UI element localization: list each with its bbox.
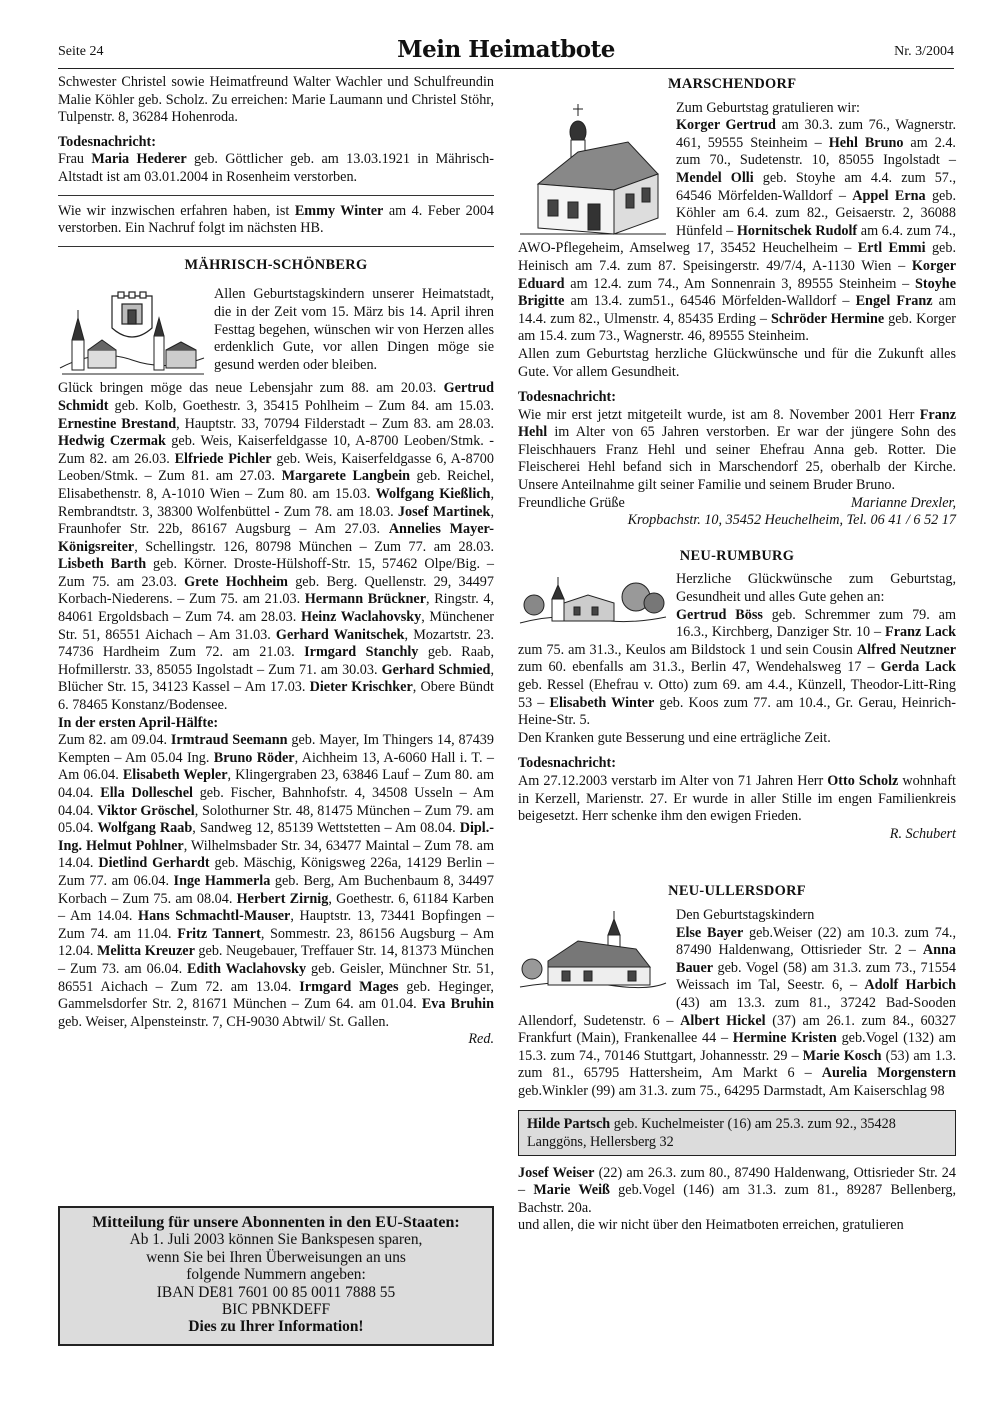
neu-rumburg-closing: Den Kranken gute Besserung und eine erträgliche Zeit. — [518, 729, 831, 746]
notice-closing: Dies zu Ihrer Information! — [188, 1318, 364, 1336]
person-name: Alfred Neutzner — [856, 641, 956, 658]
death-notice-heading: Todesnachricht: — [58, 133, 157, 150]
person-name: Emmy Winter — [294, 202, 384, 219]
text-span: , Obere Bündt 6. 78465 Konstanz/Bodensee. — [58, 679, 494, 714]
text-span: Glück bringen möge das neue Lebensjahr zum 88. am 20.03. — [58, 380, 444, 397]
person-name: Engel Franz — [855, 293, 933, 310]
text-span: , Sommestr. 23, 86156 Augsburg – Am 12.04. — [58, 925, 494, 960]
text-span: geb. Heinisch am 7.4. zum 87. Speisingerstr. 49/7/4, A-1130 Wien – — [518, 240, 956, 274]
text-span: geb. Korger am 15.4. zum 73., Wagnerstr. 46, 89555 Steinheim. — [518, 310, 956, 345]
person-name: Irmtraud Seemann — [170, 732, 288, 749]
person-name: Elfriede Pichler — [174, 450, 272, 467]
text-span: geb. Ressel (Ehefrau v. Otto) zum 69. am 4.4., Künzell, Theodor-Litt-Ring 53 – — [518, 677, 956, 711]
text-span: am 6.4. zum 74., AWO-Pflegeheim, Amselweg 17, 35452 Heuchelheim – — [518, 222, 956, 257]
text-span: Wie wir inzwischen erfahren haben, ist — [58, 202, 295, 219]
neu-rumburg-death-paragraph — [518, 773, 956, 826]
text-span: geb. Neugebauer, Treffauer Str. 14, 81373 München – Zum 73. am 06.04. — [58, 943, 494, 977]
text-span: am 12.4. zum 74., Am Sonnenrain 3, 89555 Steinheim – — [564, 275, 915, 292]
person-name: Anna Bauer — [676, 942, 956, 976]
text-span: (43) am 13.3. zum 81., 37242 Bad-Sooden Allendorf, Sudetenstr. 6 – — [518, 994, 956, 1029]
text-span: , Goethestr. 6, 61184 Karben – Am 14.04. — [58, 890, 495, 925]
text-span: Am 27.12.2003 verstarb im Alter von 71 Jahren Herr — [518, 772, 828, 789]
person-name: Stoyhe Brigitte — [518, 275, 956, 310]
person-name: Gertrud Schmidt — [58, 380, 494, 414]
text-span: geb. Mäschig, Königsweg 226a, 14129 Berlin – Zum 77. am 06.04. — [58, 855, 495, 889]
section-title-neu-rumburg: NEU-RUMBURG — [679, 547, 795, 564]
text-span: , Aichheim 13, A-6060 Hall i. T. – Am 06.04. — [58, 749, 495, 784]
text-span: am 13.4. zum51., 64546 Mörfelden-Walldorf – — [564, 293, 856, 310]
text-span: geb. Reichel, Elisabethenstr. 8, A-1010 Wien – Zum 80. am 15.03. — [58, 468, 495, 502]
person-name: Hermine Kristen — [732, 1030, 837, 1047]
signature-address: Kropbachstr. 10, 35452 Heuchelheim, Tel. 06 41 / 6 52 17 — [627, 512, 956, 529]
april-heading: In der ersten April-Hälfte: — [58, 714, 219, 731]
person-name: Marie Kosch — [802, 1047, 882, 1064]
person-name: Elisabeth Winter — [549, 694, 655, 711]
neu-ullersdorf-intro: Den Geburtstagskindern — [676, 906, 815, 923]
notice-bic: BIC PBNKDEFF — [221, 1301, 331, 1319]
text-span: geb. Stoyhe am 4.4. zum 57., 64546 Mörfelden-Walldorf – — [676, 169, 956, 204]
person-name: Otto Scholz — [827, 772, 899, 789]
text-span: geb.Weiser (22) am 10.3. zum 74., 87490 Haldenwang, Ottisrieder Str. 2 – — [676, 924, 957, 959]
village-church-illustration — [518, 909, 668, 993]
birthday-list — [58, 380, 494, 714]
text-span: , Wilhelmsbader Str. 34, 63477 Maintal – Zum 78. am 14.04. — [58, 837, 494, 872]
text-span: geb. Geisler, Münchner Str. 51, 86551 Aichach – Zum 72. am 13.04. — [58, 960, 494, 995]
person-name: Melitta Kreuzer — [97, 943, 195, 960]
notice-line: Ab 1. Juli 2003 können Sie Bankspesen sparen, — [129, 1231, 423, 1249]
person-name: Irmgard Mages — [299, 978, 399, 995]
section-intro-paragraph: Allen Geburtstagskindern unserer Heimatstadt, die in der Zeit vom 15. März bis 14. April ihren Festtag begehen, wünschen wir von Herzen alles erdenklich Gute, vor allen Dingen möge sie gesund werden oder bleiben. — [214, 286, 494, 373]
person-name: Franz Hehl — [518, 406, 956, 441]
person-name: Appel Erna — [852, 187, 926, 204]
text-span: geb. Mayer, Im Thingers 14, 87439 Kempten – Am 05.04 Ing. — [58, 732, 494, 766]
section-title-neu-ullersdorf: NEU-ULLERSDORF — [668, 883, 806, 900]
marschendorf-closing: Allen zum Geburtstag herzliche Glückwünsche und für die Zukunft alles Gute. Vor allem Gesundheit. — [518, 345, 956, 380]
notice-line: folgende Nummern angeben: — [186, 1266, 366, 1284]
marschendorf-intro: Zum Geburtstag gratulieren wir: — [676, 99, 860, 116]
text-span: geb. Raab, Hofmillerstr. 33, 85055 Ingolstadt – Zum 71. am 30.03. — [58, 644, 495, 678]
text-span: geb. Weiser, Alpensteinstr. 7, CH-9030 Abtwil/ St. Gallen. — [58, 1013, 390, 1030]
text-span: , Solothurner Str. 48, 81475 München – Zum 79. am 05.04. — [58, 802, 494, 837]
person-name: Inge Hammerla — [173, 872, 271, 889]
text-span: wohnhaft in Kerzell, Marienstr. 27. Er wurde in aller Stille im engen Familienkreis beigesetzt. Herr schenke ihm den ewigen Frieden. — [518, 772, 956, 825]
person-name: Eva Bruhin — [421, 996, 494, 1013]
notice-title: Mitteilung für unsere Abonnenten in den EU-Staaten: — [92, 1214, 460, 1231]
death-notice-paragraph — [58, 151, 494, 186]
text-span: , Schellingstr. 126, 80798 München – Zum 77. am 28.03. — [134, 538, 494, 555]
text-span: geb.Winkler (99) am 31.3. zum 75., 64295 Darmstadt, Am Kaiserschlag 98 — [518, 1082, 945, 1099]
text-span: zum 60. ebenfalls am 31.3., Berlin 47, Wendehalsweg 17 – — [518, 659, 881, 676]
person-name: Lisbeth Barth — [58, 556, 147, 573]
editor-signature: Red. — [468, 1031, 494, 1048]
page-number: Seite 24 — [58, 44, 104, 59]
text-span: geb.Vogel (132) am 15.3. zum 74., 70146 Stuttgart, Johannesstr. 29 – — [518, 1030, 956, 1064]
person-name: Franz Lack — [885, 624, 956, 641]
person-name: Else Bayer — [676, 924, 744, 941]
person-name: Maria Hederer — [91, 151, 187, 168]
person-name: Annelies Mayer-Königsreiter — [58, 521, 494, 555]
person-name: Gerhard Schmied — [381, 661, 491, 678]
person-name: Marie Weiß — [533, 1182, 610, 1199]
person-name: Ella Dolleschel — [100, 785, 193, 801]
signature-name: Marianne Drexler, — [850, 494, 956, 511]
notice-line: wenn Sie bei Ihren Überweisungen an uns — [146, 1248, 406, 1266]
text-span: Zum 82. am 09.04. — [58, 732, 171, 749]
text-span: , Blücher Str. 15, 34123 Kassel – Am 17.03. — [58, 661, 494, 696]
april-birthday-list — [58, 732, 494, 1031]
text-span: am 14.4. zum 82., Ulmenstr. 4, 85435 Erding – — [518, 293, 956, 327]
person-name: Korger Gertrud — [676, 117, 776, 134]
text-span: im Alter von 65 Jahren verstorben. Er war der jüngere Sohn des Fleischhauers Franz Hehl und seiner Ehefrau Anna geb. Rotter. Die Fleischerei Hehl befand sich in Marschendorf 25, oberhalb der Kirche. Unsere Anteilnahme gilt seiner Familie und seinem Bruder Bruno. — [518, 424, 956, 494]
text-span: , Hauptstr. 13, 73441 Bopfingen – Zum 74. am 11.04. — [58, 908, 494, 942]
text-span: am 4. Feber 2004 verstorben. Ein Nachruf folgt im nächsten HB. — [58, 202, 494, 237]
text-span: , Hauptstr. 33, 70794 Filderstadt – Zum 83. am 28.03. — [176, 415, 494, 432]
text-span: Wie mir erst jetzt mitgeteilt wurde, ist am 8. November 2001 Herr — [518, 406, 920, 423]
person-name: Ernestine Brestand — [58, 415, 177, 432]
church-illustration — [518, 573, 668, 631]
person-name: Heinz Waclahovsky — [300, 609, 422, 626]
person-name: Herbert Zirnig — [236, 890, 329, 907]
issue-number: Nr. 3/2004 — [894, 44, 954, 59]
text-span: geb. Koos zum 77. am 10.4., Gr. Gerau, Heinrich-Heine-Str. 5. — [518, 694, 957, 729]
text-span: geb. Köhler am 6.4. zum 82., Geisaerstr. 2, 36088 Hünfeld – — [676, 187, 956, 239]
text-span: am 2.4. zum 70., Sudetenstr. 10, 85055 Ingolstadt – — [676, 134, 956, 169]
person-name: Hilde Partsch — [527, 1116, 611, 1133]
text-span: geb. Heginger, Gammelsdorfer Str. 2, 81671 München – Zum 64. am 01.04. — [58, 978, 494, 1013]
section-title-marschendorf: MARSCHENDORF — [668, 76, 797, 92]
text-span: geb. Weis, Kaiserfeldgasse 10, A-8700 Leoben/Stmk. - Zum 82. am 26.03. — [58, 433, 494, 467]
text-span: geb. Kolb, Goethestr. 3, 35415 Pohlheim – Zum 84. am 15.03. — [108, 397, 494, 414]
death-notice-paragraph — [58, 203, 494, 238]
person-name: Hedwig Czermak — [58, 433, 166, 450]
person-name: Margarete Langbein — [281, 468, 411, 485]
person-name: Schröder Hermine — [770, 310, 885, 327]
marschendorf-death-paragraph — [518, 407, 956, 495]
person-name: Hornitschek Rudolf — [736, 222, 858, 239]
town-illustration — [58, 288, 206, 378]
neu-ullersdorf-more-birthdays — [518, 1165, 956, 1218]
text-span: (22) am 26.3. zum 80., 87490 Haldenwang, Ottisrieder Str. 24 – — [518, 1164, 956, 1199]
person-name: Gertrud Böss — [676, 606, 763, 623]
page-header — [58, 36, 954, 69]
person-name: Hermann Brückner — [304, 591, 427, 608]
text-span: , Sandweg 12, 85139 Wettstetten – Am 08.04. — [192, 820, 460, 837]
person-name: Viktor Gröschel — [97, 802, 195, 819]
text-span: geb. Berg, Am Buchenbaum 8, 34497 Korbach – Zum 75. am 08.04. — [58, 872, 494, 907]
text-span: (37) am 26.1. zum 84., 60327 Frankfurt (Main), Frankenallee 44 – — [518, 1012, 956, 1047]
text-span: geb. Fischer, Bahnhofstr. 4, 34508 Usseln – Am 04.04. — [58, 785, 494, 819]
person-name: Adolf Harbich — [864, 977, 956, 994]
person-name: Dipl.-Ing. Helmut Pohlner — [58, 820, 494, 854]
person-name: Josef Weiser — [518, 1164, 595, 1181]
person-name: Wolfgang Kießlich — [375, 485, 491, 502]
person-name: Grete Hochheim — [184, 573, 289, 590]
text-span: am 30.3. zum 76., Wagnerstr. 461, 59555 Steinheim – — [676, 117, 956, 151]
left-column — [58, 74, 494, 1049]
text-span: , Rembrandtstr. 3, 38300 Wolfenbüttel - Zum 78. am 18.03. — [58, 485, 494, 520]
text-span: geb. Weis, Kaiserfeldgasse 6, A-8700 Leoben/Stmk. – Zum 81. am 27.03. — [58, 450, 494, 485]
person-name: Dieter Krischker — [309, 679, 413, 696]
chapel-illustration — [518, 102, 668, 238]
person-name: Gerda Lack — [880, 659, 957, 676]
intro-paragraph: Schwester Christel sowie Heimatfreund Walter Wachler und Schulfreundin Malie Köhler geb. Scholz. Zu erreichen: Marie Laumann und Christel Stöhr, Tulpenstr. 8, 36284 Hohenroda. — [58, 74, 494, 126]
person-name: Korger Eduard — [518, 257, 956, 292]
divider — [58, 195, 494, 196]
person-name: Bruno Röder — [213, 749, 295, 766]
neu-rumburg-death-heading: Todesnachricht: — [518, 755, 617, 772]
text-span: geb. Göttlicher geb. am 13.03.1921 in Mährisch-Altstadt ist am 03.01.2004 in Rosenheim verstorben. — [58, 151, 494, 185]
text-span: , Ringstr. 4, 84061 Ergoldsbach – Zum 74. am 28.03. — [58, 591, 494, 626]
highlighted-birthday-box — [518, 1110, 956, 1155]
person-name: Gerhard Wanitschek — [275, 626, 405, 643]
marschendorf-death-heading: Todesnachricht: — [518, 389, 617, 406]
text-span: geb. Körner. Droste-Hülshoff-Str. 15, 57462 Olpe/Big. – Zum 75. am 23.03. — [58, 556, 494, 590]
text-span: , Fraunhofer Str. 22b, 86167 Augsburg – Am 27.03. — [58, 503, 494, 538]
person-name: Albert Hickel — [680, 1012, 766, 1029]
section-title-maehrisch-schoenberg: MÄHRISCH-SCHÖNBERG — [184, 256, 368, 273]
text-span: geb.Vogel (146) am 31.3. zum 81., 89287 Bellenberg, Bachstr. 20a. — [518, 1182, 956, 1216]
neu-rumburg-signature: R. Schubert — [889, 825, 956, 842]
text-span: , Mozartstr. 23. 74736 Hardheim Zum 72. am 21.03. — [58, 626, 494, 661]
person-name: Hehl Bruno — [828, 134, 904, 151]
person-name: Ertl Emmi — [857, 240, 926, 257]
person-name: Hans Schmachtl-Mauser — [138, 908, 291, 925]
notice-iban: IBAN DE81 7601 00 85 0011 7888 55 — [156, 1283, 396, 1301]
person-name: Aurelia Morgenstern — [821, 1065, 956, 1082]
person-name: Fritz Tannert — [177, 925, 261, 942]
divider — [58, 246, 494, 247]
right-column — [518, 76, 956, 1235]
text-span: zum 75. am 31.3., Keulos am Bildstock 1 und sein Cousin — [518, 641, 857, 658]
text-span: , Münchener Str. 51, 86551 Aichach – Am 31.03. — [58, 609, 494, 643]
person-name: Elisabeth Wepler — [122, 767, 228, 784]
text-span: , Klingergraben 23, 63846 Lauf – Zum 80. am 04.04. — [58, 767, 495, 801]
text-span: geb. Berg. Quellenstr. 29, 34497 Korbach-Niederens. – Zum 75. am 21.03. — [58, 573, 494, 608]
neu-ullersdorf-tail: und allen, die wir nicht über den Heimatboten erreichen, gratulieren — [518, 1217, 904, 1234]
masthead-title: Mein Heimatbote — [397, 36, 615, 63]
person-name: Wolfgang Raab — [97, 820, 193, 837]
person-name: Josef Martinek — [397, 503, 491, 520]
neu-rumburg-intro: Herzliche Glückwünsche zum Geburtstag, Gesundheit und alles Gute gehen an: — [676, 571, 956, 606]
marschendorf-greeting-line — [518, 495, 956, 513]
person-name: Irmgard Stanchly — [304, 644, 419, 661]
person-name: Edith Waclahovsky — [187, 960, 307, 977]
text-span: Frau — [58, 151, 92, 168]
text-span: (53) am 1.3. zum 81., 65795 Hattersheim, Am Markt 6 – — [518, 1047, 956, 1082]
text-span: geb. Kuchelmeister (16) am 25.3. zum 92., 35428 Langgöns, Hellersberg 32 — [527, 1116, 896, 1151]
text-span: geb. Vogel (58) am 31.3. zum 73., 71554 Weissach im Tal, Seestr. 6, – — [676, 959, 956, 994]
greeting: Freundliche Grüße — [518, 494, 625, 511]
person-name: Mendel Olli — [676, 169, 754, 186]
person-name: Dietlind Gerhardt — [98, 855, 210, 872]
eu-subscriber-notice — [58, 1206, 494, 1346]
text-span: geb. Schremmer zum 79. am 16.3., Kirchberg, Danziger Str. 10 – — [676, 606, 957, 641]
